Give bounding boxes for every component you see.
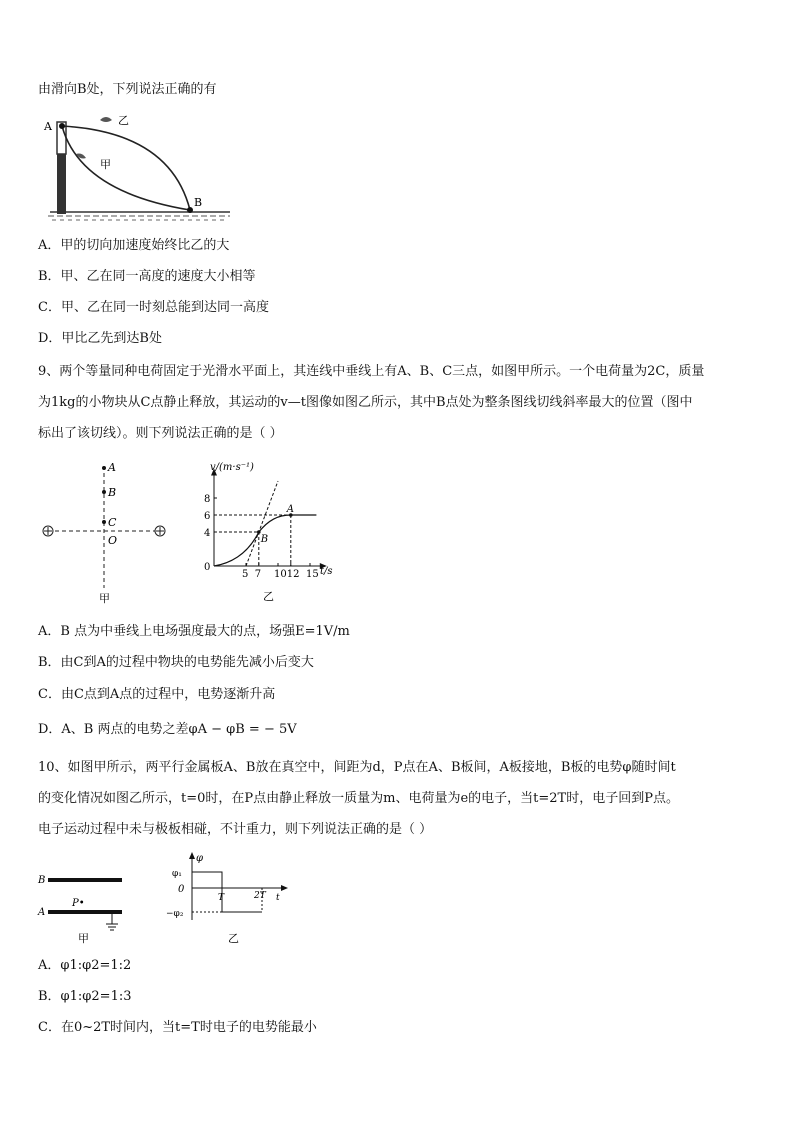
point-a-label: A: [286, 504, 295, 515]
q9-option-b: B．由C到A的过程中物块的电势能先减小后变大: [38, 655, 314, 670]
point-b-label: B: [260, 534, 269, 545]
neg-phi2-label: −φ₂: [166, 909, 184, 919]
x-tick-label: 12: [286, 569, 300, 580]
q8-option-a: A．甲的切向加速度始终比乙的大: [38, 238, 230, 253]
pole: [57, 152, 66, 214]
q10-option-a: A．φ1:φ2=1:2: [38, 958, 132, 973]
q8-option-b: B．甲、乙在同一高度的速度大小相等: [38, 269, 256, 284]
q8-stem: 由滑向B处，下列说法正确的有: [38, 82, 217, 97]
y-axis-label: v/(m·s⁻¹): [210, 462, 254, 473]
q9-stem-line1: 9、两个等量同种电荷固定于光滑水平面上，其连线中垂线上有A、B、C三点，如图甲所示。一个电荷量为2C，质量: [38, 364, 705, 379]
q10-stem-line2: 的变化情况如图乙所示，t=0时，在P点由静止释放一质量为m、电荷量为e的电子，当t=2T时，电子回到P点。: [38, 791, 679, 806]
q9-option-d: D．A、B 两点的电势之差φA − φB = − 5V: [38, 722, 297, 737]
caption-yi: 乙: [228, 932, 239, 945]
q9-stem-line3: 标出了该切线）。则下列说法正确的是（ ）: [38, 426, 283, 441]
y-tick-label: 4: [204, 528, 211, 539]
q10-stem-line3: 电子运动过程中未与极板相碰，不计重力，则下列说法正确的是（ ）: [38, 822, 433, 837]
label-c: C: [108, 516, 117, 529]
x-tick-label: 7: [254, 569, 262, 580]
point-b: [187, 207, 193, 213]
label-a: A: [108, 461, 116, 474]
caption-jia: 甲: [99, 592, 110, 605]
label-b: B: [194, 196, 203, 209]
caption-yi: 乙: [263, 590, 274, 603]
q9-option-a: A．B 点为中垂线上电场强度最大的点，场强E=1V/m: [38, 624, 350, 639]
q8-figure: [40, 112, 232, 228]
t-T-label: T: [218, 893, 225, 903]
label-yi: 乙: [118, 114, 129, 127]
label-a: A: [38, 907, 46, 918]
x-tick-label: 5: [242, 569, 249, 580]
tangent-line: [246, 481, 278, 566]
q8-option-d: D．甲比乙先到达B处: [38, 331, 162, 346]
t-label: t: [276, 893, 280, 903]
label-p: P•: [72, 898, 85, 909]
slider-yi-icon: [100, 117, 112, 122]
y-tick-label: 8: [204, 494, 211, 505]
label-b: B: [108, 486, 117, 499]
label-jia: 甲: [100, 158, 111, 171]
phi-waveform: [192, 872, 262, 912]
q9-stem-line2: 为1kg的小物块从C点静止释放，其运动的v—t图像如图乙所示，其中B点处为整条图线切线斜率最大的位置（图中: [38, 395, 693, 410]
phi-label: φ: [196, 853, 204, 864]
caption-jia: 甲: [78, 932, 89, 945]
label-o: O: [108, 534, 118, 547]
t-2T-label: 2T: [254, 891, 266, 901]
q9-figure-jia: [36, 456, 176, 606]
q10-figure-yi: [166, 850, 294, 946]
plate-b: [48, 878, 122, 882]
y-tick-label: 6: [204, 511, 211, 522]
phi1-label: φ₁: [172, 869, 182, 879]
label-b: B: [38, 875, 46, 886]
label-a: A: [44, 120, 52, 133]
q9-option-c: C．由C点到A点的过程中，电势逐渐升高: [38, 687, 276, 702]
x-axis-label: t/s: [320, 566, 333, 577]
q10-figure-jia: [36, 866, 136, 946]
curve-yi: [62, 126, 190, 210]
q9-figure-yi: [196, 458, 346, 604]
origin-label: 0: [178, 884, 185, 895]
q10-stem-line1: 10、如图甲所示，两平行金属板A、B放在真空中，间距为d，P点在A、B板间，A板接地，B板的电势φ随时间t: [38, 760, 676, 775]
q8-option-c: C．甲、乙在同一时刻总能到达同一高度: [38, 300, 269, 315]
x-tick-label: 15: [306, 569, 319, 580]
q10-option-b: B．φ1:φ2=1:3: [38, 989, 132, 1004]
origin-label: 0: [204, 562, 211, 573]
point-a: [59, 123, 65, 129]
plate-a: [48, 910, 122, 914]
q10-option-c: C．在0~2T时间内，当t=T时电子的电势能最小: [38, 1020, 317, 1035]
vt-chart: [204, 469, 327, 581]
x-tick-label: 10: [274, 569, 287, 580]
